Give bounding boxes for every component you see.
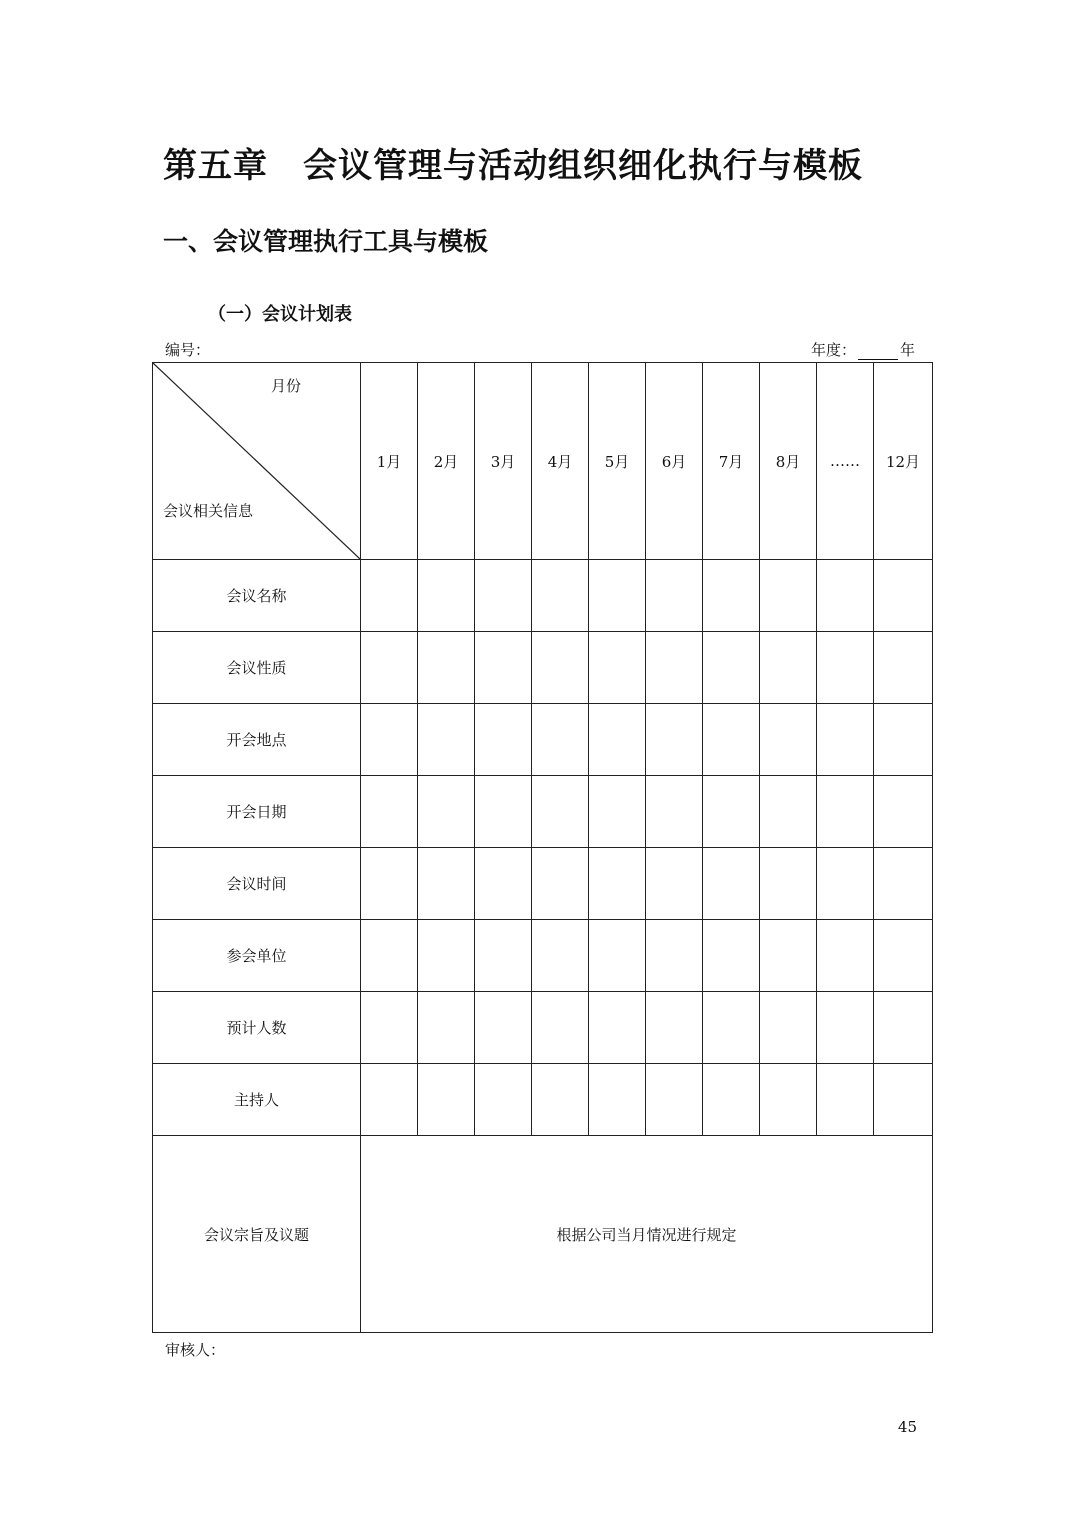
purpose-row — [153, 1136, 933, 1333]
table-row — [153, 560, 933, 632]
header-row — [153, 363, 933, 560]
table-cell — [874, 848, 933, 920]
month-header: …… — [817, 363, 874, 560]
table-cell — [703, 992, 760, 1064]
sub-title: （一）会议计划表 — [208, 304, 352, 325]
row-label: 开会日期 — [153, 776, 361, 848]
purpose-label: 会议宗旨及议题 — [153, 1136, 361, 1333]
table-cell — [646, 848, 703, 920]
table-cell — [703, 920, 760, 992]
table-cell — [589, 560, 646, 632]
table-row — [153, 704, 933, 776]
table-cell — [532, 632, 589, 704]
table-row — [153, 1064, 933, 1136]
table-cell — [646, 560, 703, 632]
table-cell — [475, 920, 532, 992]
table-cell — [475, 1064, 532, 1136]
table-row — [153, 848, 933, 920]
table-cell — [874, 776, 933, 848]
table-cell — [532, 560, 589, 632]
table-cell — [532, 776, 589, 848]
table-cell — [418, 848, 475, 920]
table-cell — [361, 848, 418, 920]
month-header: 4月 — [532, 363, 589, 560]
table-cell — [646, 1064, 703, 1136]
table-cell — [532, 848, 589, 920]
table-cell — [760, 632, 817, 704]
table-cell — [532, 704, 589, 776]
row-label: 主持人 — [153, 1064, 361, 1136]
table-cell — [361, 920, 418, 992]
table-cell — [361, 560, 418, 632]
table-cell — [646, 776, 703, 848]
table-cell — [418, 632, 475, 704]
table-cell — [703, 848, 760, 920]
month-header: 8月 — [760, 363, 817, 560]
corner-month-label: 月份 — [271, 377, 302, 395]
corner-cell — [153, 363, 361, 560]
table-cell — [703, 1064, 760, 1136]
table-cell — [532, 920, 589, 992]
table-cell — [589, 848, 646, 920]
table-cell — [475, 848, 532, 920]
month-header: 1月 — [361, 363, 418, 560]
table-cell — [760, 776, 817, 848]
table-cell — [874, 704, 933, 776]
month-header: 12月 — [874, 363, 933, 560]
table-cell — [532, 992, 589, 1064]
table-cell — [475, 776, 532, 848]
table-cell — [589, 704, 646, 776]
table-cell — [475, 704, 532, 776]
table-row — [153, 992, 933, 1064]
section-title: 一、会议管理执行工具与模板 — [163, 227, 489, 256]
diagonal-line — [153, 363, 360, 559]
table-cell — [817, 632, 874, 704]
table-cell — [874, 992, 933, 1064]
row-label: 会议时间 — [153, 848, 361, 920]
table-row — [153, 776, 933, 848]
month-header: 2月 — [418, 363, 475, 560]
table-cell — [760, 560, 817, 632]
table-cell — [589, 1064, 646, 1136]
table-cell — [361, 776, 418, 848]
table-cell — [817, 560, 874, 632]
table-cell — [817, 848, 874, 920]
table-cell — [703, 776, 760, 848]
table-cell — [817, 992, 874, 1064]
table-cell — [703, 704, 760, 776]
table-cell — [475, 560, 532, 632]
table-cell — [475, 992, 532, 1064]
table-cell — [418, 920, 475, 992]
table-cell — [532, 1064, 589, 1136]
table-cell — [817, 920, 874, 992]
row-label: 参会单位 — [153, 920, 361, 992]
row-label: 预计人数 — [153, 992, 361, 1064]
table-cell — [589, 992, 646, 1064]
table-cell — [646, 992, 703, 1064]
table-cell — [817, 1064, 874, 1136]
table-cell — [874, 920, 933, 992]
table-cell — [817, 776, 874, 848]
table-row — [153, 632, 933, 704]
table-cell — [418, 704, 475, 776]
month-header: 5月 — [589, 363, 646, 560]
table-cell — [418, 776, 475, 848]
reviewer-label: 审核人： — [165, 1341, 226, 1359]
table-cell — [760, 704, 817, 776]
table-cell — [589, 920, 646, 992]
table-cell — [874, 560, 933, 632]
meeting-plan-table — [152, 362, 933, 1333]
table-cell — [817, 704, 874, 776]
table-cell — [646, 920, 703, 992]
purpose-value: 根据公司当月情况进行规定 — [361, 1136, 933, 1333]
year-label: 年度： — [810, 341, 856, 359]
year-field — [811, 339, 915, 360]
page-number: 45 — [897, 1418, 917, 1436]
table-cell — [418, 992, 475, 1064]
table-cell — [646, 704, 703, 776]
table-cell — [760, 1064, 817, 1136]
corner-info-label: 会议相关信息 — [163, 502, 254, 520]
table-cell — [418, 560, 475, 632]
table-cell — [589, 776, 646, 848]
table-cell — [760, 920, 817, 992]
table-cell — [361, 704, 418, 776]
row-label: 会议性质 — [153, 632, 361, 704]
table-cell — [646, 632, 703, 704]
chapter-title: 第五章 会议管理与活动组织细化执行与模板 — [163, 146, 863, 186]
table-cell — [874, 1064, 933, 1136]
month-header: 3月 — [475, 363, 532, 560]
table-cell — [361, 1064, 418, 1136]
table-cell — [418, 1064, 475, 1136]
table-cell — [589, 632, 646, 704]
table-cell — [760, 992, 817, 1064]
number-label: 编号： — [165, 341, 211, 359]
month-header: 6月 — [646, 363, 703, 560]
table-cell — [874, 632, 933, 704]
table-cell — [361, 632, 418, 704]
table-cell — [361, 992, 418, 1064]
table-row — [153, 920, 933, 992]
year-suffix: 年 — [899, 341, 915, 359]
table-cell — [475, 632, 532, 704]
row-label: 开会地点 — [153, 704, 361, 776]
year-blank — [858, 345, 898, 360]
table-cell — [703, 632, 760, 704]
month-header: 7月 — [703, 363, 760, 560]
row-label: 会议名称 — [153, 560, 361, 632]
table-cell — [703, 560, 760, 632]
table-cell — [760, 848, 817, 920]
